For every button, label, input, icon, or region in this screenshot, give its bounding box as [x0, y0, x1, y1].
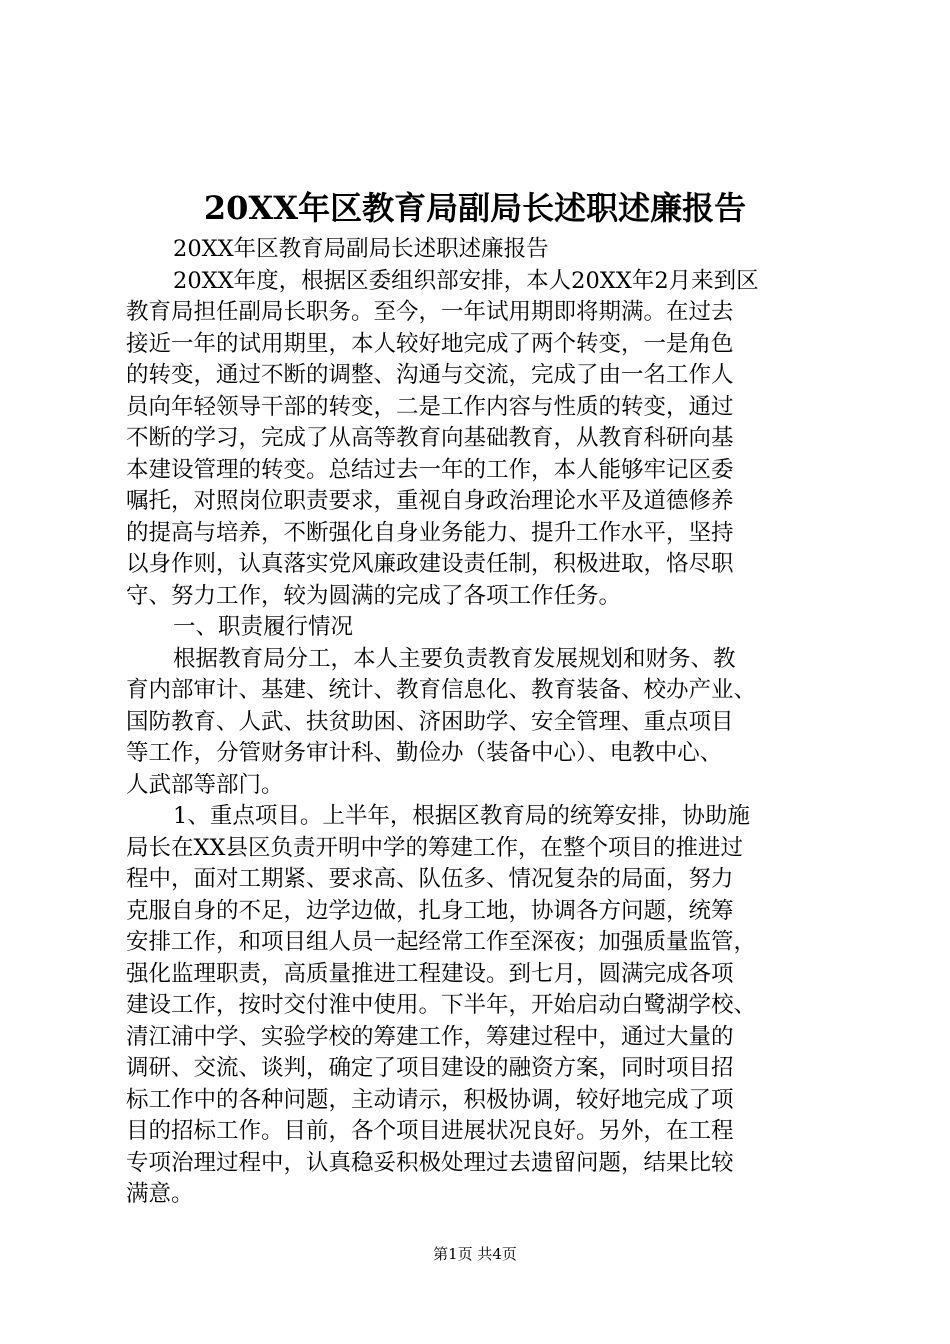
text-line: 不断的学习，完成了从高等教育向基础教育，从教育科研向基	[126, 425, 734, 451]
text-line: 克服自身的不足，边学边做，扎身工地，协调各方问题，统筹	[126, 897, 734, 924]
page-footer: 第1页 共4页	[433, 1245, 517, 1263]
text-line: 满意。	[126, 1181, 194, 1207]
text-line: 标工作中的各种问题，主动请示，积极协调，较好地完成了项	[126, 1086, 734, 1113]
text-line: 教育局担任副局长职务。至今，一年试用期即将期满。在过去	[126, 299, 734, 325]
section-heading: 一、职责履行情况	[173, 614, 354, 640]
text-line: 人武部等部门。	[126, 771, 284, 798]
text-line: 20XX年区教育局副局长述职述廉报告	[173, 236, 549, 262]
text-line: 20XX年度，根据区委组织部安排，本人20XX年2月来到区	[173, 267, 759, 294]
text-line: 的转变，通过不断的调整、沟通与交流，完成了由一名工作人	[126, 362, 734, 388]
text-line: 接近一年的试用期里，本人较好地完成了两个转变，一是角色	[126, 330, 734, 357]
text-line: 等工作，分管财务审计科、勤俭办（装备中心）、电教中心、	[126, 740, 723, 766]
text-line: 的提高与培养，不断强化自身业务能力、提升工作水平，坚持	[126, 519, 734, 546]
text-line: 育内部审计、基建、统计、教育信息化、教育装备、校办产业、	[126, 677, 757, 703]
text-line: 强化监理职责，高质量推进工程建设。到七月，圆满完成各项	[126, 960, 734, 987]
document-body	[126, 234, 846, 1211]
document-title: 20XX年区教育局副局长述职述廉报告	[203, 189, 747, 227]
text-line: 清江浦中学、实验学校的筹建工作，筹建过程中，通过大量的	[126, 1023, 734, 1050]
text-line: 1、重点项目。上半年，根据区教育局的统筹安排，协助施	[173, 803, 750, 829]
text-line: 国防教育、人武、扶贫助困、济困助学、安全管理、重点项目	[126, 708, 734, 735]
text-line: 专项治理过程中，认真稳妥积极处理过去遗留问题，结果比较	[126, 1149, 734, 1176]
text-line: 安排工作，和项目组人员一起经常工作至深夜；加强质量监管，	[126, 929, 757, 955]
text-line: 以身作则，认真落实党风廉政建设责任制，积极进取，恪尽职	[126, 551, 734, 577]
text-line: 程中，面对工期紧、要求高、队伍多、情况复杂的局面，努力	[126, 866, 734, 892]
text-line: 目的招标工作。目前，各个项目进展状况良好。另外，在工程	[126, 1118, 734, 1144]
text-line: 嘱托，对照岗位职责要求，重视自身政治理论水平及道德修养	[126, 488, 734, 514]
text-line: 守、努力工作，较为圆满的完成了各项工作任务。	[126, 582, 622, 609]
text-line: 建设工作，按时交付淮中使用。下半年，开始启动白鹭湖学校、	[126, 992, 757, 1018]
text-line: 本建设管理的转变。总结过去一年的工作，本人能够牢记区委	[126, 456, 734, 483]
text-line: 根据教育局分工，本人主要负责教育发展规划和财务、教	[173, 645, 736, 672]
text-line: 调研、交流、谈判，确定了项目建设的融资方案，同时项目招	[126, 1055, 734, 1081]
text-line: 员向年轻领导干部的转变，二是工作内容与性质的转变，通过	[126, 393, 734, 420]
text-line: 局长在XX县区负责开明中学的筹建工作，在整个项目的推进过	[126, 834, 744, 861]
